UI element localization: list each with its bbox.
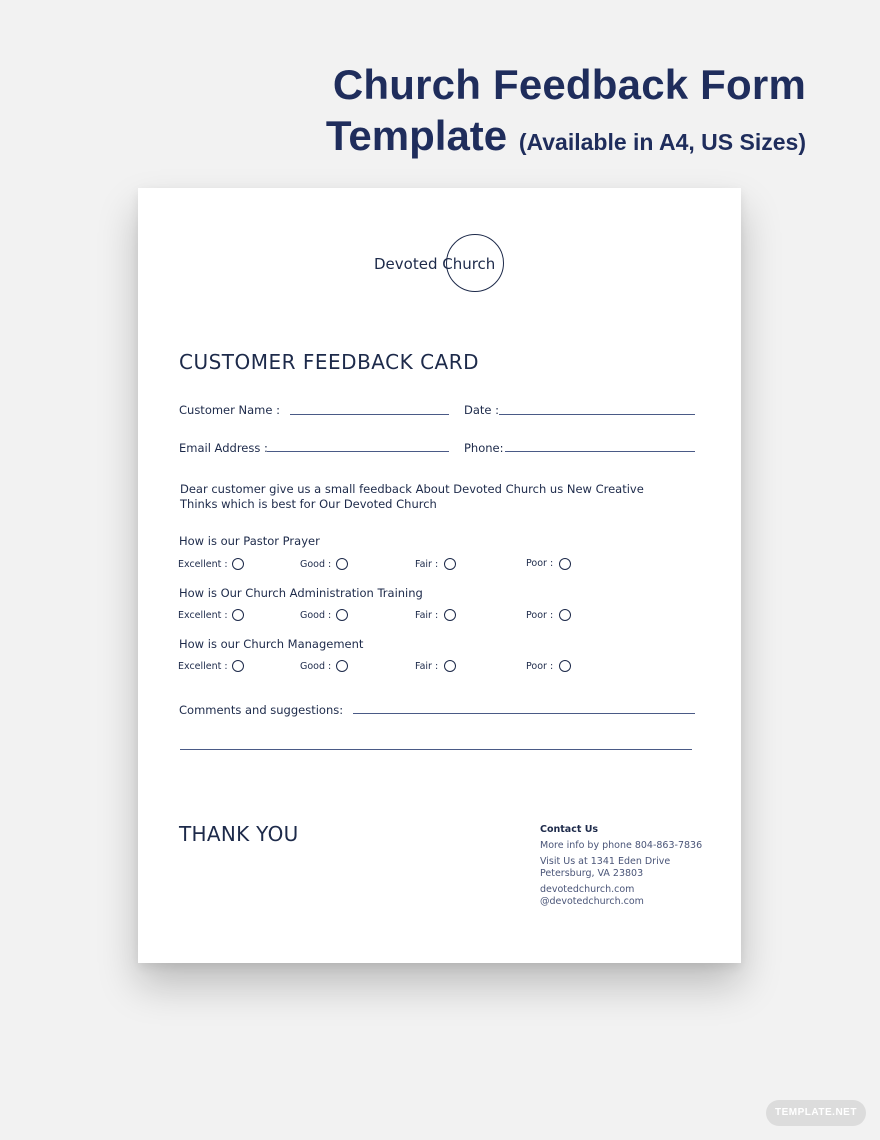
heading-template-word: Template [325, 112, 508, 159]
q3-poor-radio[interactable] [559, 660, 571, 672]
q2-excellent-radio[interactable] [232, 609, 244, 621]
contact-website: devotedchurch.com [540, 884, 635, 895]
question-church-management: How is our Church Management [179, 637, 364, 651]
heading-line-2 [326, 110, 806, 168]
date-label: Date : [464, 403, 500, 417]
option-poor-label: Poor : [526, 610, 554, 621]
church-logo-text: Devoted Church [374, 255, 496, 273]
option-excellent-label: Excellent : [178, 610, 228, 621]
email-field[interactable] [267, 451, 449, 452]
contact-block [540, 824, 702, 908]
template-net-badge: TEMPLATE.NET [766, 1100, 866, 1126]
date-field[interactable] [499, 414, 695, 415]
q3-fair-radio[interactable] [444, 660, 456, 672]
question-administration-training: How is Our Church Administration Training [179, 586, 423, 600]
contact-phone: More info by phone 804-863-7836 [540, 840, 703, 851]
question-pastor-prayer: How is our Pastor Prayer [179, 534, 320, 548]
q1-excellent-radio[interactable] [232, 558, 244, 570]
q3-good-radio[interactable] [336, 660, 348, 672]
option-excellent-label: Excellent : [178, 559, 228, 570]
thank-you-text: THANK YOU [179, 822, 299, 846]
intro-text: Dear customer give us a small feedback About Devoted Church us New Creative Thinks which is best for Our Devoted Church [180, 482, 644, 511]
option-fair-label: Fair : [415, 610, 439, 621]
heading-line-1: Church Feedback Form [332, 61, 806, 108]
contact-heading: Contact Us [540, 824, 599, 835]
page-heading [326, 60, 806, 168]
comments-field-line-1[interactable] [353, 713, 695, 714]
q3-excellent-radio[interactable] [232, 660, 244, 672]
q2-poor-radio[interactable] [559, 609, 571, 621]
feedback-form-sheet [138, 188, 741, 963]
card-title: CUSTOMER FEEDBACK CARD [179, 350, 480, 374]
q1-poor-radio[interactable] [559, 558, 571, 570]
q2-good-radio[interactable] [336, 609, 348, 621]
option-good-label: Good : [300, 661, 332, 672]
option-poor-label: Poor : [526, 558, 554, 569]
comments-field-line-2[interactable] [180, 749, 692, 750]
q1-good-radio[interactable] [336, 558, 348, 570]
customer-name-label: Customer Name : [179, 403, 280, 417]
option-fair-label: Fair : [415, 661, 439, 672]
option-good-label: Good : [300, 610, 332, 621]
contact-social: @devotedchurch.com [540, 896, 644, 907]
q1-fair-radio[interactable] [444, 558, 456, 570]
comments-label: Comments and suggestions: [179, 703, 344, 717]
option-excellent-label: Excellent : [178, 661, 228, 672]
option-fair-label: Fair : [415, 559, 439, 570]
contact-address-line-2: Petersburg, VA 23803 [540, 868, 644, 879]
heading-sizes-note: (Available in A4, US Sizes) [518, 129, 806, 155]
contact-address-line-1: Visit Us at 1341 Eden Drive [540, 856, 671, 867]
phone-label: Phone: [464, 441, 504, 455]
option-poor-label: Poor : [526, 661, 554, 672]
phone-field[interactable] [505, 451, 695, 452]
q2-fair-radio[interactable] [444, 609, 456, 621]
customer-name-field[interactable] [290, 414, 449, 415]
email-label: Email Address : [179, 441, 268, 455]
option-good-label: Good : [300, 559, 332, 570]
